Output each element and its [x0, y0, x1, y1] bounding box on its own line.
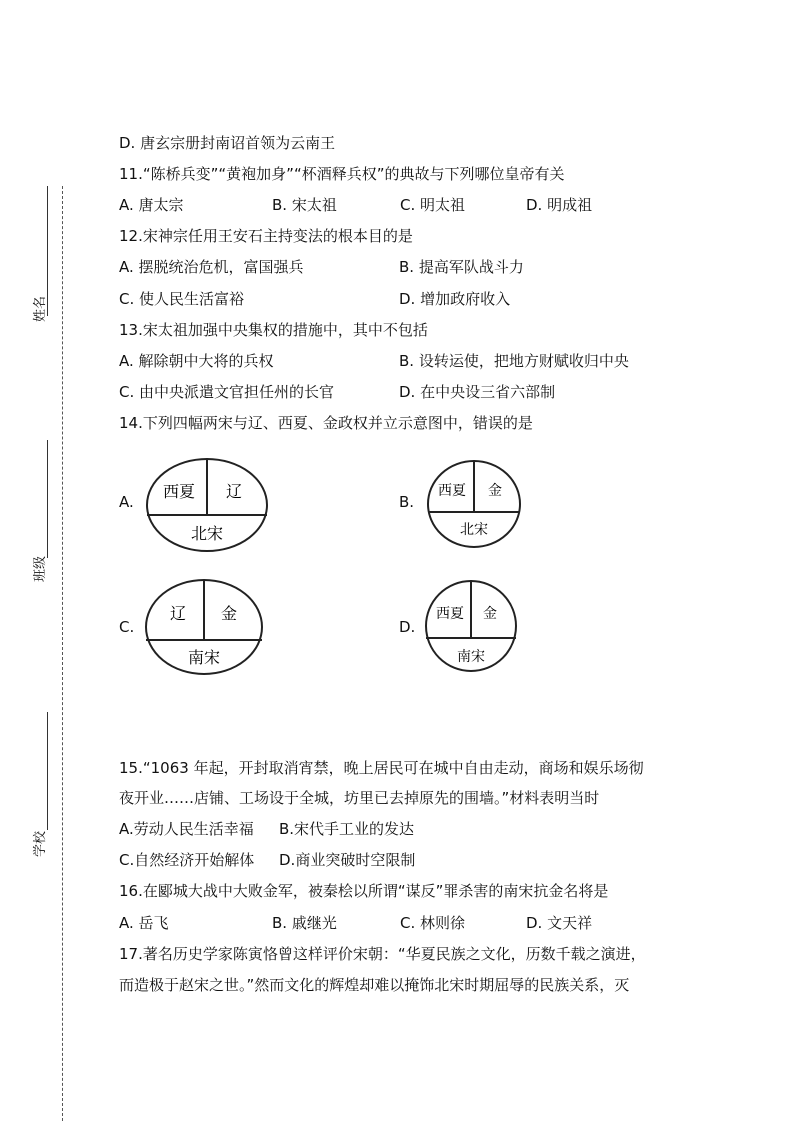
q13-option-a: A. 解除朝中大将的兵权 — [119, 352, 274, 370]
q11-option-d: D. 明成祖 — [526, 196, 593, 214]
diagram-b — [424, 457, 524, 555]
q12-stem: 12.宋神宗任用王安石主持变法的根本目的是 — [119, 227, 413, 245]
school-write-line — [47, 712, 48, 830]
class-write-line — [47, 440, 48, 558]
diagram-a-bottom: 北宋 — [190, 524, 224, 543]
q11-option-a: A. 唐太宗 — [119, 196, 184, 214]
q15-stem-line2: 夜开业……店铺、工场设于全城，坊里已去掉原先的围墙。”材料表明当时 — [119, 789, 600, 807]
q16-option-b: B. 戚继光 — [272, 914, 337, 932]
q16-stem: 16.在郾城大战中大败金军，被秦桧以所谓“谋反”罪杀害的南宋抗金名将是 — [119, 882, 609, 900]
diagram-d-bottom: 南宋 — [457, 649, 485, 665]
q17-stem-line2: 而造极于赵宋之世。”然而文化的辉煌却难以掩饰北宋时期屈辱的民族关系，灭 — [119, 976, 630, 994]
diagram-c — [142, 576, 266, 682]
diagram-a-left: 西夏 — [162, 482, 196, 501]
q11-option-b: B. 宋太祖 — [272, 196, 337, 214]
q12-option-c: C. 使人民生活富裕 — [119, 290, 245, 308]
q12-option-a: A. 摆脱统治危机，富国强兵 — [119, 258, 304, 276]
q15-option-c: C.自然经济开始解体 — [119, 851, 255, 869]
class-label: 班级 — [33, 555, 49, 583]
q11-option-c: C. 明太祖 — [400, 196, 466, 214]
q12-option-b: B. 提高军队战斗力 — [399, 258, 524, 276]
q15-option-a: A.劳动人民生活幸福 — [119, 820, 254, 838]
q13-stem: 13.宋太祖加强中央集权的措施中，其中不包括 — [119, 321, 428, 339]
q15-option-d: D.商业突破时空限制 — [279, 851, 416, 869]
diagram-d-left: 西夏 — [436, 606, 464, 622]
q13-option-c: C. 由中央派遣文官担任州的长官 — [119, 383, 335, 401]
diagram-c-right: 金 — [220, 604, 238, 623]
diagram-b-letter: B. — [399, 493, 415, 511]
diagram-b-bottom: 北宋 — [460, 522, 488, 538]
name-label: 姓名 — [33, 295, 49, 323]
q16-option-a: A. 岳飞 — [119, 914, 169, 932]
diagram-a-right: 辽 — [225, 482, 243, 501]
binding-dashed-line — [62, 186, 63, 1121]
diagram-d — [422, 577, 520, 679]
q17-stem-line1: 17.著名历史学家陈寅恪曾这样评价宋朝：“华夏民族之文化，历数千载之演进， — [119, 945, 646, 963]
diagram-c-bottom: 南宋 — [187, 648, 221, 667]
q10-option-d: D. 唐玄宗册封南诏首领为云南王 — [119, 134, 336, 152]
diagram-d-right: 金 — [483, 606, 497, 622]
diagram-d-letter: D. — [399, 618, 416, 636]
q16-option-d: D. 文天祥 — [526, 914, 593, 932]
q11-stem: 11.“陈桥兵变”“黄袍加身”“杯酒释兵权”的典故与下列哪位皇帝有关 — [119, 165, 565, 183]
diagram-c-letter: C. — [119, 618, 135, 636]
diagram-a — [142, 455, 272, 559]
diagram-c-left: 辽 — [169, 604, 187, 623]
q15-stem-line1: 15.“1063 年起，开封取消宵禁，晚上居民可在城中自由走动，商场和娱乐场彻 — [119, 759, 644, 777]
q16-option-c: C. 林则徐 — [400, 914, 466, 932]
q15-option-b: B.宋代手工业的发达 — [279, 820, 415, 838]
q12-option-d: D. 增加政府收入 — [399, 290, 511, 308]
diagram-b-right: 金 — [488, 483, 502, 499]
q13-option-b: B. 设转运使，把地方财赋收归中央 — [399, 352, 629, 370]
school-label: 学校 — [33, 830, 49, 858]
q13-option-d: D. 在中央设三省六部制 — [399, 383, 556, 401]
q14-stem: 14.下列四幅两宋与辽、西夏、金政权并立示意图中，错误的是 — [119, 414, 533, 432]
diagram-a-letter: A. — [119, 493, 134, 511]
diagram-b-left: 西夏 — [438, 483, 466, 499]
